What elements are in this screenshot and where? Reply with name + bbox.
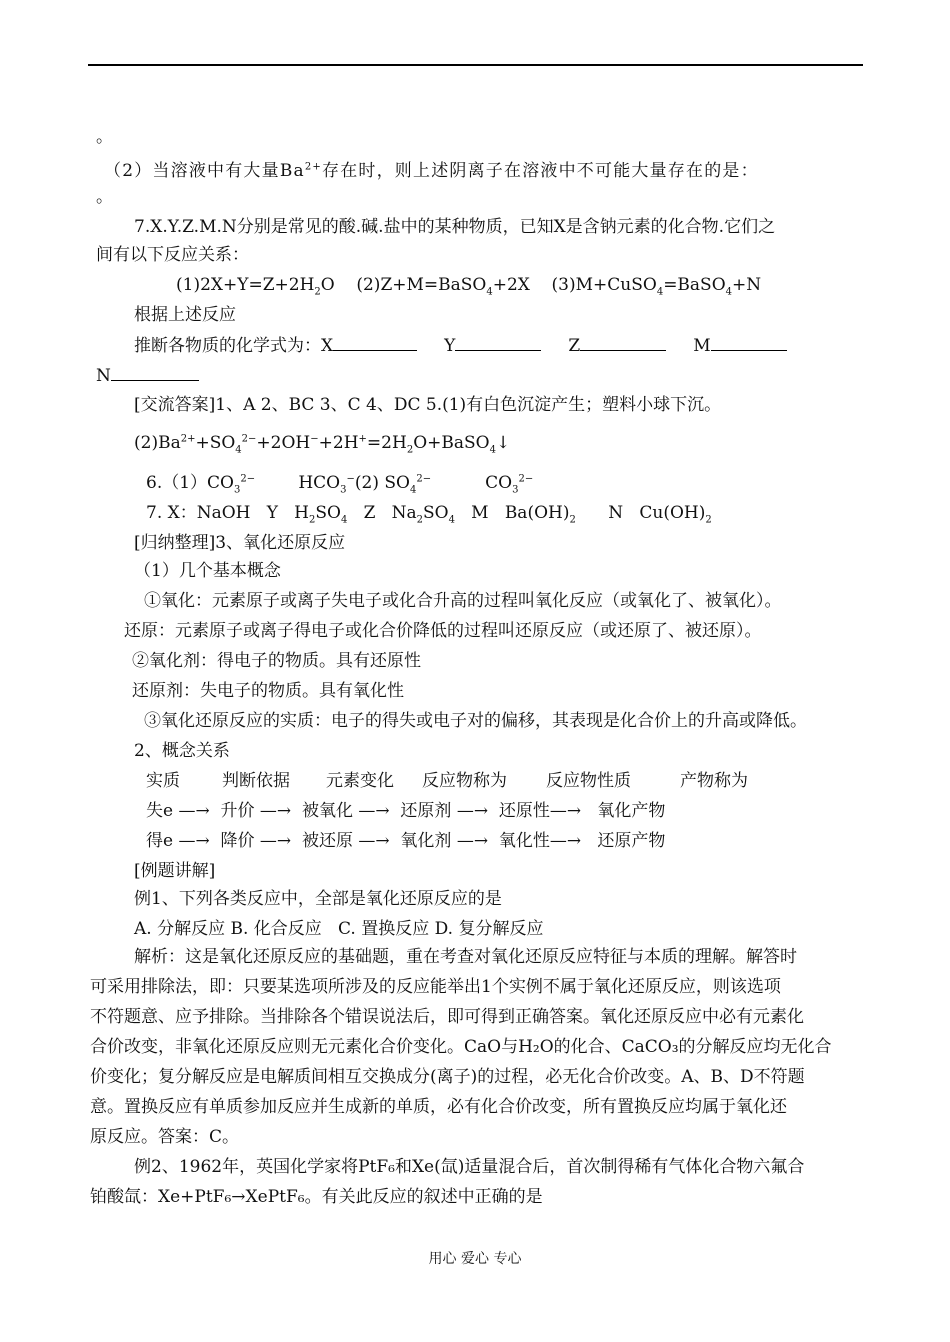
analysis-line-6: 意。置换反应有单质参加反应并生成新的单质，必有化合价改变，所有置换反应均属于氧化还 [90, 1097, 787, 1117]
example-1-question: 例1、下列各类反应中，全部是氧化还原反应的是 [134, 889, 502, 909]
relation-row-2: 得e —→ 降价 —→ 被还原 —→ 氧化剂 —→ 氧化性—→ 还原产物 [146, 831, 666, 851]
top-mark: 。 [96, 127, 113, 147]
reaction-2: (2)Z+M=BaSO$_4$+2X [356, 275, 530, 298]
concept-reductant: 还原剂：失电子的物质。具有氧化性 [132, 681, 404, 701]
q7-line-1: 7.X.Y.Z.M.N分别是常见的酸.碱.盐中的某种物质，已知X是含钠元素的化合物.它们之 [134, 217, 776, 237]
concept-oxidation: ①氧化：元素原子或离子失电子或化合升高的过程叫氧化反应（或氧化了、被氧化）。 [144, 591, 782, 611]
q7-line-3: 根据上述反应 [134, 305, 236, 325]
q7-reactions [176, 274, 761, 296]
analysis-line-2: 可采用排除法，即：只要某选项所涉及的反应能举出1个实例不属于氧化还原反应，则该选项 [90, 977, 781, 997]
relation-columns: 实质 判断依据 元素变化 反应物称为 反应物性质 产物称为 [146, 771, 748, 791]
blank-m[interactable] [711, 334, 787, 351]
q7-line-4: 推断各物质的化学式为：X Y Z M [134, 334, 787, 357]
analysis-line-3: 不符题意、应予排除。当排除各个错误说法后，即可得到正确答案。氧化还原反应中必有元素化 [90, 1007, 804, 1027]
reaction-1: $(1)2X+Y=Z+2H_2O$ [176, 275, 335, 298]
page-footer: 用心 爱心 专心 [428, 1251, 522, 1267]
concept-oxidant: ②氧化剂：得电子的物质。具有还原性 [132, 651, 421, 671]
concept-reduction: 还原：元素原子或离子得电子或化合价降低的过程叫还原反应（或还原了、被还原）。 [124, 621, 762, 641]
example-1-options: A. 分解反应 B. 化合反应 C. 置换反应 D. 复分解反应 [134, 919, 544, 939]
reaction-3: (3)M+CuSO$_4$=BaSO$_4$+N [551, 275, 762, 298]
blank-y[interactable] [455, 334, 541, 351]
blank-n[interactable] [111, 364, 199, 381]
answers-header: [交流答案]1、A 2、BC 3、C 4、DC 5.(1)有白色沉淀产生；塑料小球下沉。 [134, 395, 722, 415]
blank-x[interactable] [333, 334, 417, 351]
header-rule [88, 64, 863, 66]
analysis-line-4: 合价改变，非氧化还原反应则无元素化合价变化。CaO与H₂O的化合、CaCO₃的分解反应均无化合 [90, 1037, 832, 1057]
question-2-mark: 。 [96, 187, 113, 207]
q7-line-2: 间有以下反应关系： [96, 245, 249, 265]
concepts-header: （1）几个基本概念 [134, 561, 281, 581]
q7-line-5: N [96, 364, 199, 387]
example-2-line-2: 铂酸氙：Xe+PtF₆→XePtF₆。有关此反应的叙述中正确的是 [90, 1187, 543, 1207]
example-2-line-1: 例2、1962年，英国化学家将PtF₆和Xe(氙)适量混合后，首次制得稀有气体化合物六氟合 [134, 1157, 805, 1177]
relation-row-1: 失e —→ 升价 —→ 被氧化 —→ 还原剂 —→ 还原性—→ 氧化产物 [146, 801, 666, 821]
analysis-line-7: 原反应。答案：C。 [90, 1127, 240, 1147]
relation-header: 2、概念关系 [134, 741, 230, 761]
answer-6: $6.(1)CO_3^{2-}$ $HCO_3^-(2)$ $SO_4^{2-}$ $CO_3^{2-}$ [146, 473, 534, 496]
blank-z[interactable] [580, 334, 666, 351]
answer-7: 7. X：NaOH Y $H_2SO_4$ Z $Na_2SO_4$ M $Ba(OH)_2$ N $Cu(OH)_2$ [146, 503, 712, 526]
analysis-line-1: 解析：这是氧化还原反应的基础题，重在考查对氧化还原反应特征与本质的理解。解答时 [134, 947, 797, 967]
analysis-line-5: 价变化；复分解反应是电解质间相互交换成分(离子)的过程，必无化合价改变。A、B、D不符题 [90, 1067, 805, 1087]
example-header: [例题讲解] [134, 861, 216, 881]
answer-5-2: $(2)Ba^{2+}+SO_4^{2-}+2OH^-+2H^+=2H_2O+BaSO_4↓$ [134, 433, 511, 456]
concept-essence: ③氧化还原反应的实质：电子的得失或电子对的偏移，其表现是化合价上的升高或降低。 [144, 711, 807, 731]
summary-header: [归纳整理]3、氧化还原反应 [134, 533, 346, 553]
question-2-line: （2）当溶液中有大量$Ba^{2+}$存在时，则上述阴离子在溶液中不可能大量存在的是： [104, 161, 759, 181]
